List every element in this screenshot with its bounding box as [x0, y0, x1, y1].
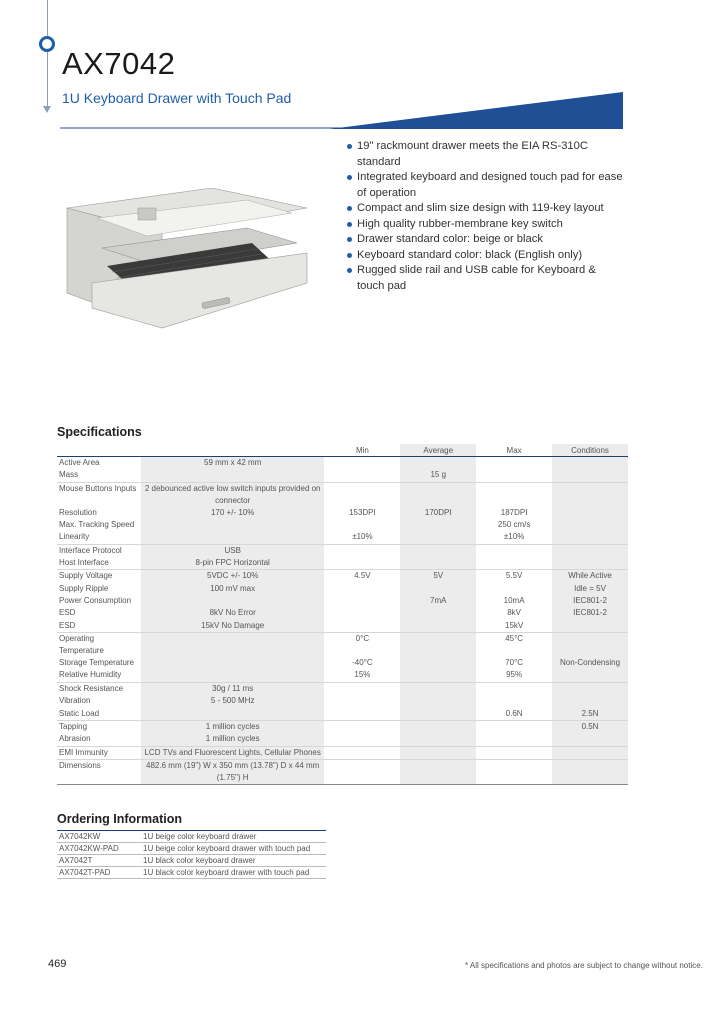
spec-max: 187DPI [500, 507, 528, 517]
spec-max [476, 469, 552, 482]
spec-max: 10mA [503, 596, 525, 606]
page-number: 469 [48, 958, 67, 970]
spec-value: 30g / 11 ms [141, 682, 325, 695]
spec-conditions [552, 531, 628, 544]
spec-label: Supply Ripple [59, 583, 109, 593]
spec-label: Relative Humidity [59, 670, 122, 680]
bullet-icon [347, 175, 352, 180]
spec-max [476, 746, 552, 759]
bullet-icon [347, 206, 352, 211]
spec-value: LCD TVs and Fluorescent Lights, Cellular Phones [141, 746, 325, 759]
spec-average [400, 720, 476, 733]
spec-value: 2 debounced active low switch inputs provided on connector [141, 482, 325, 507]
spec-value: 170 +/- 10% [141, 507, 325, 519]
column-header [57, 444, 141, 457]
table-row [57, 507, 628, 519]
spec-label: Static Load [59, 708, 100, 718]
keyboard-drawer-product-image [62, 188, 312, 338]
spec-min [324, 746, 400, 759]
column-header-average: Average [400, 444, 476, 457]
spec-max: 250 cm/s [497, 520, 531, 530]
spec-value: 1 million cycles [141, 720, 325, 733]
spec-conditions [552, 746, 628, 759]
spec-max [476, 544, 552, 557]
order-description: 1U black color keyboard drawer [141, 855, 326, 867]
spec-value [141, 469, 325, 482]
spec-label: ESD [59, 620, 76, 630]
spec-conditions: IEC801-2 [552, 595, 628, 607]
table-row [57, 607, 628, 619]
spec-min [324, 519, 400, 531]
table-row [57, 759, 628, 784]
spec-max: 0.6N [505, 708, 523, 718]
spec-value: USB [141, 544, 325, 557]
spec-min [324, 720, 400, 733]
table-row [57, 519, 628, 531]
spec-value: 15kV No Damage [141, 620, 325, 633]
spec-conditions [552, 669, 628, 682]
table-row [57, 620, 628, 633]
order-description: 1U beige color keyboard drawer with touch pad [141, 843, 326, 855]
spec-average: 7mA [400, 595, 476, 607]
spec-average [400, 519, 476, 531]
spec-conditions [552, 759, 628, 784]
list-item: Integrated keyboard and designed touch pad for ease of operation [345, 170, 625, 201]
spec-average [400, 607, 476, 619]
ordering-table [57, 830, 326, 879]
spec-min [324, 607, 400, 619]
spec-conditions [552, 557, 628, 570]
table-row [57, 855, 326, 867]
spec-min [324, 708, 400, 721]
spec-conditions [552, 544, 628, 557]
spec-average [400, 583, 476, 595]
ordering-heading: Ordering Information [57, 812, 182, 826]
list-item: Rugged slide rail and USB cable for Keyboard & touch pad [345, 263, 625, 294]
spec-label: Power Consumption [59, 596, 132, 606]
table-row [57, 570, 628, 583]
list-item: Drawer standard color: beige or black [345, 232, 625, 248]
spec-min: 15% [354, 670, 371, 680]
spec-average [400, 708, 476, 721]
spec-min: 4.5V [324, 570, 400, 583]
spec-max [476, 557, 552, 570]
spec-min: ±10% [352, 532, 373, 542]
spec-min [324, 759, 400, 784]
spec-value: 1 million cycles [141, 733, 325, 746]
spec-conditions [552, 469, 628, 482]
spec-average [400, 544, 476, 557]
spec-conditions: Non-Condensing [552, 657, 628, 669]
spec-average [400, 620, 476, 633]
table-row [57, 469, 628, 482]
spec-min [324, 695, 400, 707]
spec-average: 170DPI [400, 507, 476, 519]
table-row [57, 595, 628, 607]
table-row [57, 544, 628, 557]
list-item: Keyboard standard color: black (English only) [345, 248, 625, 264]
spec-min [324, 682, 400, 695]
spec-min: -40°C [352, 658, 373, 668]
spec-min [324, 557, 400, 570]
spec-max: 5.5V [476, 570, 552, 583]
bullet-icon [347, 144, 352, 149]
spec-label: Max. Tracking Speed [59, 520, 135, 530]
spec-value [141, 633, 325, 658]
spec-conditions [552, 620, 628, 633]
spec-average [400, 669, 476, 682]
spec-average [400, 746, 476, 759]
table-row [57, 657, 628, 669]
spec-max: 15kV [505, 620, 524, 630]
order-code: AX7042T-PAD [57, 867, 141, 879]
spec-min [324, 733, 400, 746]
spec-min: 0°C [324, 633, 400, 658]
spec-value: 5VDC +/- 10% [141, 570, 325, 583]
bullet-icon [347, 237, 352, 242]
spec-label: Shock Resistance [57, 682, 141, 695]
bullet-icon [347, 222, 352, 227]
spec-conditions [552, 482, 628, 507]
spec-max: 70°C [505, 658, 524, 668]
header-guide-line [47, 0, 48, 110]
order-code: AX7042KW [57, 831, 141, 843]
spec-min: 153DPI [349, 507, 376, 517]
table-row [57, 695, 628, 707]
order-description: 1U beige color keyboard drawer [141, 831, 326, 843]
specifications-heading: Specifications [57, 425, 142, 439]
spec-value [141, 519, 325, 531]
spec-label: Dimensions [57, 759, 141, 784]
spec-max: 45°C [476, 633, 552, 658]
list-item: High quality rubber-membrane key switch [345, 217, 625, 233]
spec-conditions [552, 519, 628, 531]
table-row [57, 482, 628, 507]
spec-average [400, 457, 476, 470]
circle-marker-icon [39, 36, 55, 52]
table-row [57, 457, 628, 470]
spec-max [476, 583, 552, 595]
spec-conditions [552, 733, 628, 746]
bullet-icon [347, 253, 352, 258]
table-header [57, 444, 628, 457]
spec-conditions [552, 457, 628, 470]
spec-label: ESD [59, 608, 76, 618]
spec-min [324, 482, 400, 507]
spec-max [476, 682, 552, 695]
table-row [57, 557, 628, 570]
spec-average [400, 733, 476, 746]
spec-average [400, 633, 476, 658]
spec-conditions: IEC801-2 [552, 607, 628, 619]
spec-conditions: 2.5N [552, 708, 628, 721]
spec-value: 59 mm x 42 mm [141, 457, 325, 470]
feature-list [345, 139, 625, 294]
spec-max: 95% [506, 670, 523, 680]
spec-value: 8kV No Error [141, 607, 325, 619]
column-header-conditions: Conditions [552, 444, 628, 457]
spec-conditions: 0.5N [552, 720, 628, 733]
spec-max: ±10% [503, 532, 525, 542]
spec-average [400, 557, 476, 570]
list-item: 19" rackmount drawer meets the EIA RS-310C standard [345, 139, 625, 170]
table-row [57, 733, 628, 746]
table-row [57, 831, 326, 843]
spec-min [324, 595, 400, 607]
spec-average [400, 531, 476, 544]
spec-conditions [552, 695, 628, 707]
spec-label: Vibration [59, 696, 91, 706]
spec-value [141, 669, 325, 682]
spec-label: Tapping [57, 720, 141, 733]
list-item: Compact and slim size design with 119-key layout [345, 201, 625, 217]
spec-average: 15 g [400, 469, 476, 482]
spec-average: 5V [400, 570, 476, 583]
spec-label: Resolution [59, 507, 97, 517]
page-title: AX7042 [62, 46, 176, 81]
spec-average [400, 682, 476, 695]
spec-max [476, 457, 552, 470]
spec-value [141, 657, 325, 669]
spec-value [141, 708, 325, 721]
spec-label: Mass [59, 470, 79, 480]
spec-label: Linearity [59, 532, 90, 542]
table-row [57, 669, 628, 682]
spec-max [476, 759, 552, 784]
table-row [57, 720, 628, 733]
table-row [57, 682, 628, 695]
spec-label: Host Interface [59, 558, 109, 568]
table-row [57, 583, 628, 595]
spec-min [324, 469, 400, 482]
spec-max: 8kV [507, 608, 522, 618]
spec-conditions [552, 682, 628, 695]
spec-max [476, 695, 552, 707]
column-header-max: Max [476, 444, 552, 457]
footnote: * All specifications and photos are subject to change without notice. [465, 961, 703, 970]
spec-value [141, 595, 325, 607]
table-row [57, 867, 326, 879]
spec-min [324, 620, 400, 633]
spec-max [476, 720, 552, 733]
spec-label: Storage Temperature [59, 658, 135, 668]
arrow-down-icon [43, 106, 51, 113]
order-description: 1U black color keyboard drawer with touch pad [141, 867, 326, 879]
order-code: AX7042T [57, 855, 141, 867]
spec-min [324, 457, 400, 470]
spec-value [141, 531, 325, 544]
spec-label: Supply Voltage [57, 570, 141, 583]
spec-conditions: While Active [552, 570, 628, 583]
column-header-min: Min [324, 444, 400, 457]
table-row [57, 708, 628, 721]
bullet-icon [347, 268, 352, 273]
spec-label: Interface Protocol [57, 544, 141, 557]
spec-label: Active Area [59, 458, 100, 467]
spec-conditions: Idle = 5V [552, 583, 628, 595]
spec-value: 8-pin FPC Horizontal [141, 557, 325, 570]
table-row [57, 746, 628, 759]
spec-max [476, 482, 552, 507]
spec-label: Operating Temperature [57, 633, 141, 658]
spec-value: 100 mV max [141, 583, 325, 595]
spec-min [324, 583, 400, 595]
specifications-table [57, 444, 628, 785]
table-row [57, 843, 326, 855]
order-code: AX7042KW-PAD [57, 843, 141, 855]
table-row [57, 633, 628, 658]
spec-average [400, 482, 476, 507]
spec-label: Mouse Buttons Inputs [57, 482, 141, 507]
column-header [141, 444, 325, 457]
spec-average [400, 695, 476, 707]
spec-value: 482.6 mm (19") W x 350 mm (13.78") D x 44 mm (1.75") H [141, 759, 325, 784]
spec-label: EMI Immunity [57, 746, 141, 759]
spec-average [400, 657, 476, 669]
spec-value: 5 - 500 MHz [141, 695, 325, 707]
page-subtitle: 1U Keyboard Drawer with Touch Pad [62, 90, 292, 106]
spec-conditions [552, 507, 628, 519]
spec-min [324, 544, 400, 557]
spec-conditions [552, 633, 628, 658]
spec-max [476, 733, 552, 746]
spec-average [400, 759, 476, 784]
table-row [57, 531, 628, 544]
spec-label: Abrasion [59, 734, 91, 744]
